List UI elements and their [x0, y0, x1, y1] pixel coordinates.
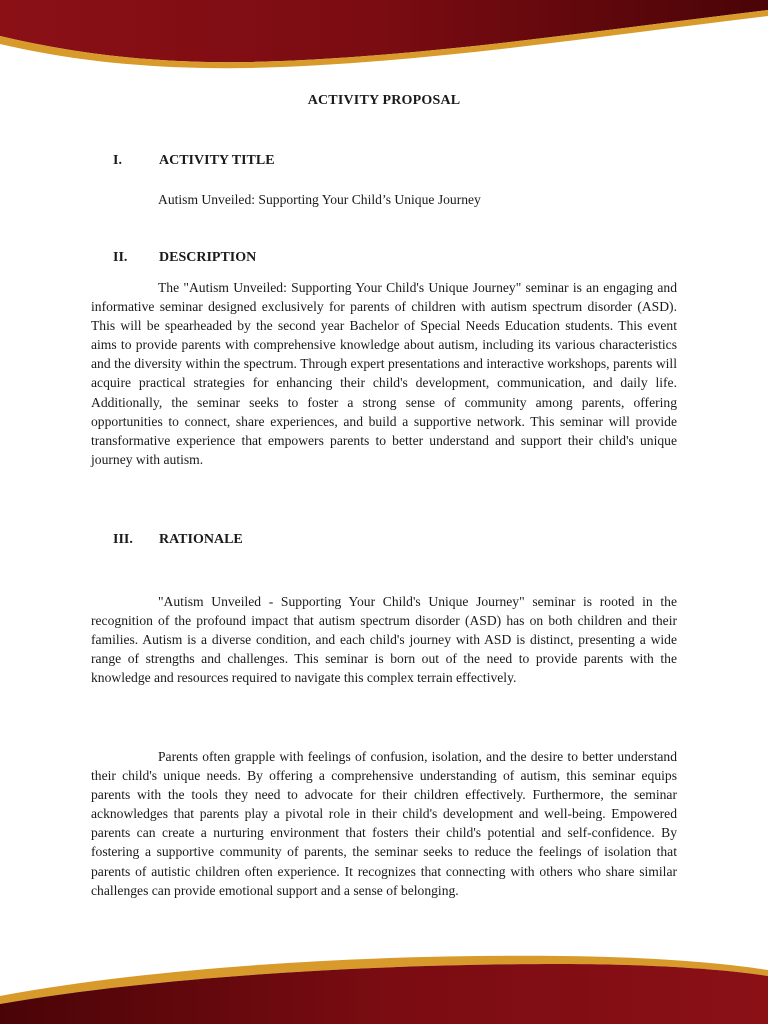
document-title: ACTIVITY PROPOSAL — [307, 93, 461, 108]
section-heading-rationale — [113, 532, 243, 548]
section-title: DESCRIPTION — [159, 250, 257, 265]
section-heading-description — [113, 250, 256, 266]
section-heading-activity-title — [113, 153, 275, 169]
section-title: ACTIVITY TITLE — [159, 153, 275, 168]
description-paragraph: The "Autism Unveiled: Supporting Your Child's Unique Journey" seminar is an engaging and informative seminar designed exclusively for parents of children with autism spectrum disorder (ASD). This will be spearheaded by the second year Bachelor of Special Needs Education students. This event aims to provide parents with comprehensive knowledge about autism, including its various characteristics and the diversity within the spectrum. Through expert presentations and interactive workshops, parents will acquire practical strategies for enhancing their child's development, communication, and daily life. Additionally, the seminar seeks to foster a strong sense of community among parents, offering opportunities to connect, share experiences, and build a supportive network. This seminar will provide transformative experience that empowers parents to better understand and support their child's unique journey with autism. — [91, 280, 677, 467]
section-title: RATIONALE — [159, 532, 243, 547]
section-number: III. — [113, 532, 133, 547]
rationale-paragraph-2: Parents often grapple with feelings of confusion, isolation, and the desire to better understand their child's unique needs. By offering a comprehensive understanding of autism, this seminar equips parents with the tools they need to advocate for their children effectively. Furthermore, the seminar acknowledges that parents play a pivotal role in their child's development and well-being. Empowered parents can create a nurturing environment that fosters their child's potential and self-confidence. By fostering a supportive community of parents, the seminar seeks to reduce the feelings of isolation that parents of autistic children often experience. It recognizes that connecting with others who share similar challenges can provide emotional support and a sense of belonging. — [91, 749, 677, 898]
section-number: II. — [113, 250, 128, 265]
footer-banner — [0, 934, 768, 1024]
activity-title-text: Autism Unveiled: Supporting Your Child’s Unique Journey — [158, 192, 481, 207]
header-banner — [0, 0, 768, 80]
section-number: I. — [113, 153, 122, 168]
rationale-paragraph-1: "Autism Unveiled - Supporting Your Child's Unique Journey" seminar is rooted in the recognition of the profound impact that autism spectrum disorder (ASD) has on both children and their families. Autism is a diverse condition, and each child's journey with ASD is distinct, presenting a wide range of strengths and challenges. This seminar is born out of the need to provide parents with the knowledge and resources required to navigate this complex terrain effectively. — [91, 594, 677, 686]
